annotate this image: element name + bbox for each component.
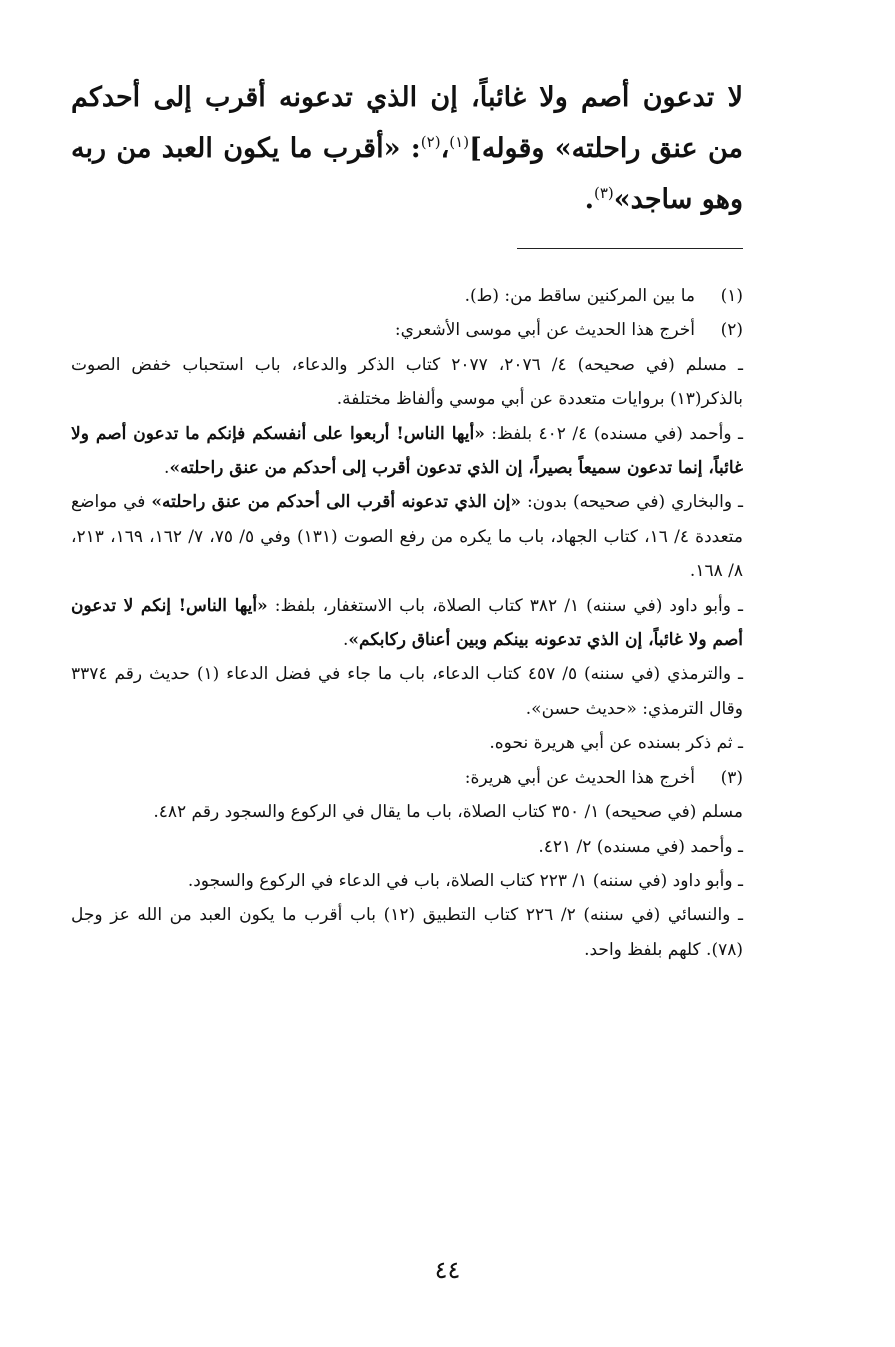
footnote-2-ahmad-end: . <box>164 458 170 479</box>
footnote-2 <box>71 313 743 347</box>
main-text-separator: ، <box>440 133 450 164</box>
footnote-2-abudawud-ref: ـ وأبو داود (في سننه) ١/ ٣٨٢ كتاب الصلاة، باب الاستغفار، بلفظ: <box>267 595 743 616</box>
footnote-ref-1[interactable]: (١) <box>449 133 470 151</box>
footnote-2-bukhari-end: في مواضع متعددة ٤/ ١٦، كتاب الجهاد، باب ما يكره من رفع الصوت (١٣١) وفي ٥/ ٧٥، ٧/ ١٦٢، ١٦٩، ٢١٣، ٨/ ١٦٨. <box>71 492 744 582</box>
footnote-ref-3[interactable]: (٣) <box>594 184 614 202</box>
main-text <box>71 72 743 225</box>
footnote-2-bukhari-ref: ـ والبخاري (في صحيحه) بدون: <box>520 492 743 513</box>
footnote-2-ahmad <box>71 417 743 486</box>
footnote-number-1: (١) <box>720 286 743 306</box>
footnote-2-ahmad-ref: ـ وأحمد (في مسنده) ٤/ ٤٠٢ بلفظ: <box>484 423 743 444</box>
footnote-3-ahmad: ـ وأحمد (في مسنده) ٢/ ٤٢١. <box>538 836 743 857</box>
footnote-2-bukhari <box>71 485 743 588</box>
footnote-3-intro: أخرج هذا الحديث عن أبي هريرة: <box>464 767 695 788</box>
footnote-2-bukhari-quote: «إن الذي تدعونه أقرب الى أحدكم من عنق راحلته» <box>151 492 521 513</box>
footnote-2-abu-hurayra: ـ ثم ذكر بسنده عن أبي هريرة نحوه. <box>489 733 743 754</box>
footnote-2-abudawud-quote: «أيها الناس! إنكم لا تدعون أصم ولا غائباً، إن الذي تدعونه بينكم وبين أعناق ركابكم» <box>71 595 743 651</box>
footnote-number-2: (٢) <box>720 320 743 341</box>
footnote-2-muslim: ـ مسلم (في صحيحه) ٤/ ٢٠٧٦، ٢٠٧٧ كتاب الذكر والدعاء، باب استحباب خفض الصوت بالذكر(١٣) بروايات متعددة عن أبي موسي وألفاظ مختلفة. <box>71 354 743 410</box>
footnote-3 <box>71 761 743 795</box>
footnote-divider <box>517 248 743 249</box>
footnote-1-text: ما بين المركنين ساقط من: (ط). <box>464 286 695 306</box>
main-text-part-3: . <box>584 184 594 215</box>
footnote-2-intro: أخرج هذا الحديث عن أبي موسى الأشعري: <box>394 320 695 341</box>
footnote-ref-2[interactable]: (٢) <box>420 133 441 151</box>
footnotes <box>71 279 743 967</box>
page-number: ٤٤ <box>434 1256 461 1284</box>
footnote-2-ahmad-quote: «أيها الناس! أربعوا على أنفسكم فإنكم ما تدعون أصم ولا غائباً، إنما تدعون سميعاً بصيراً، إن الذي تدعون أقرب إلى أحدكم من عنق راحلته» <box>71 423 743 479</box>
footnote-2-abudawud <box>71 589 743 658</box>
footnote-2-tirmidhi: ـ والترمذي (في سننه) ٥/ ٤٥٧ كتاب الدعاء، باب ما جاء في فضل الدعاء (١) حديث رقم ٣٣٧٤ وقال الترمذي: «حديث حسن». <box>71 664 743 719</box>
footnote-3-nasai: ـ والنسائي (في سننه) ٢/ ٢٢٦ كتاب التطبيق (١٢) باب أقرب ما يكون العبد من الله عز وجل (٧٨). كلهم بلفظ واحد. <box>71 905 743 960</box>
main-text-part-2: : «أقرب ما يكون العبد من ربه وهو ساجد» <box>71 133 743 215</box>
footnote-number-3: (٣) <box>720 767 743 788</box>
footnote-3-muslim: مسلم (في صحيحه) ١/ ٣٥٠ كتاب الصلاة، باب ما يقال في الركوع والسجود رقم ٤٨٢. <box>153 802 743 823</box>
footnote-2-abudawud-end: . <box>342 630 349 651</box>
main-text-part-1: لا تدعون أصم ولا غائباً، إن الذي تدعونه أقرب إلى أحدكم من عنق راحلته» وقوله] <box>71 82 743 164</box>
footnote-1 <box>71 279 743 313</box>
footnote-3-abudawud: ـ وأبو داود (في سننه) ١/ ٢٢٣ كتاب الصلاة، باب في الدعاء في الركوع والسجود. <box>187 870 743 891</box>
